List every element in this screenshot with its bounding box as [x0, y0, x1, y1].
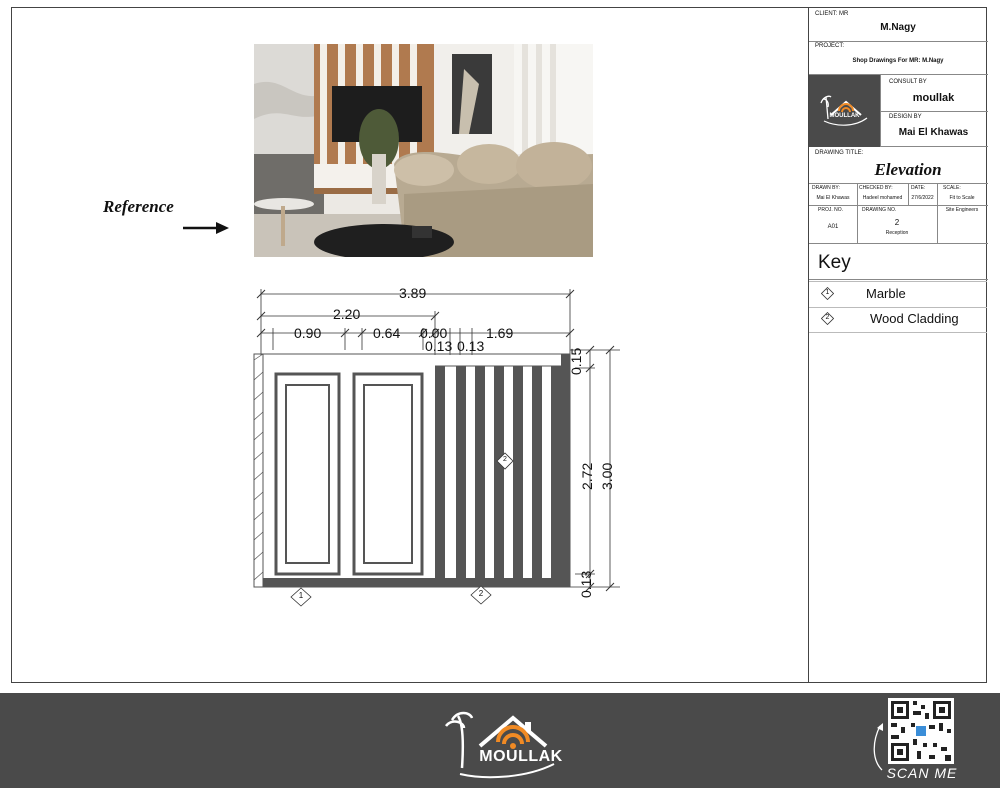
site-engineers-label: Site Engineers	[945, 207, 979, 213]
key-label-wood: Wood Cladding	[870, 311, 959, 326]
dim-middle: 2.72	[579, 462, 595, 490]
marble-tag-number: 1	[298, 591, 304, 600]
dim-top: 0.15	[568, 347, 584, 375]
drawing-no-label: DRAWING NO.	[862, 207, 897, 213]
footer-logo-text: MOULLAK	[479, 748, 563, 765]
qr-code	[888, 698, 954, 764]
dim-right-width: 1.69	[486, 325, 514, 341]
key-row-wood	[809, 307, 987, 333]
skirting	[263, 578, 570, 587]
consult-value: moullak	[912, 92, 955, 104]
scan-me-label: SCAN ME	[886, 765, 958, 781]
dim-slat-2: 0.13	[457, 338, 485, 354]
proj-no-label: PROJ. NO.	[818, 207, 844, 213]
consult-logo-text: MOULLAK	[829, 113, 860, 119]
date-value: 27/6/2022	[911, 195, 934, 201]
client-label: CLIENT: MR	[815, 11, 849, 17]
dim-bottom: 0.13	[578, 570, 594, 598]
checked-by-label: CHECKED BY:	[859, 185, 893, 191]
drawing-no-value: 2	[894, 218, 900, 227]
proj-no-value: A01	[827, 224, 839, 230]
wood-cladding	[435, 354, 570, 587]
drawn-by-value: Mai El Khawas	[816, 195, 850, 201]
dim-slat-1: 0.13	[425, 338, 453, 354]
project-label: PROJECT:	[815, 43, 845, 49]
key-num-marble: 1	[825, 289, 830, 296]
scale-value: Fit to Scale	[949, 195, 975, 201]
dim-left-width: 2.20	[333, 306, 361, 322]
key-row-marble	[809, 281, 987, 308]
dim-gap: 0.00	[420, 325, 448, 341]
dim-total-width: 3.89	[399, 285, 427, 301]
project-value: Shop Drawings For MR: M.Nagy	[852, 58, 944, 64]
key-num-wood: 2	[825, 314, 830, 321]
dim-panel-2: 0.64	[373, 325, 401, 341]
dim-total-height: 3.00	[599, 462, 615, 490]
design-value: Mai El Khawas	[898, 127, 969, 138]
drawing-title-label: DRAWING TITLE:	[815, 150, 864, 156]
checked-by-value: Hadeel mohamed	[862, 195, 903, 201]
footer-logo-icon	[436, 708, 566, 780]
consult-label: CONSULT BY	[889, 79, 927, 85]
key-label-marble: Marble	[866, 286, 906, 301]
drawing-title-value: Elevation	[874, 160, 942, 179]
scale-label: SCALE:	[943, 185, 961, 191]
wall-hatch	[254, 354, 263, 580]
wood-tag-number: 2	[478, 589, 484, 598]
key-title: Key	[818, 252, 851, 273]
consult-logo-box	[809, 75, 880, 147]
drawn-by-label: DRAWN BY:	[812, 185, 840, 191]
wood-tag-inner-number: 2	[503, 456, 507, 463]
dim-panel-1: 0.90	[294, 325, 322, 341]
reference-photo	[254, 44, 593, 257]
drawing-no-sub: Reception	[885, 230, 909, 236]
reference-label: Reference	[103, 197, 174, 216]
moullak-logo-icon	[809, 75, 880, 147]
client-value: M.Nagy	[880, 22, 916, 33]
reference-arrow	[182, 220, 230, 236]
design-label: DESIGN BY	[889, 114, 922, 120]
date-label: DATE:	[911, 185, 926, 191]
